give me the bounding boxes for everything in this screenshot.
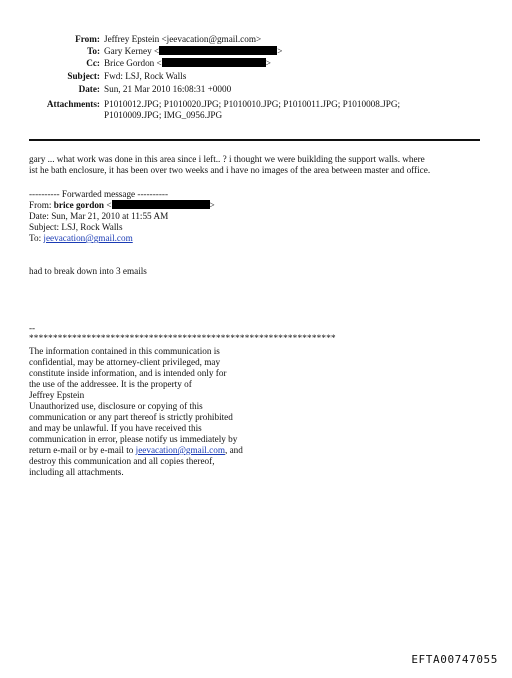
signature-dashes: -- bbox=[29, 323, 36, 333]
attachments-line-2[interactable]: P1010009.JPG; IMG_0956.JPG bbox=[104, 110, 223, 120]
disclaimer-return-line bbox=[29, 445, 243, 456]
disclaimer-line: communication or any part thereof is strictly prohibited bbox=[29, 412, 233, 422]
disclaimer-line: including all attachments. bbox=[29, 467, 124, 477]
forwarded-from-line bbox=[29, 200, 215, 211]
forwarded-subject: Subject: LSJ, Rock Walls bbox=[29, 222, 123, 232]
forwarded-divider: ---------- Forwarded message ---------- bbox=[29, 189, 169, 199]
forwarded-from-prefix: From: bbox=[29, 200, 54, 210]
to-close-bracket: > bbox=[277, 46, 283, 56]
disclaimer-line: The information contained in this communication is bbox=[29, 346, 220, 356]
disclaimer-return-prefix: return e-mail or by e-mail to bbox=[29, 445, 136, 455]
disclaimer-line: communication in error, please notify us immediately by bbox=[29, 434, 238, 444]
from-label: From: bbox=[75, 34, 100, 44]
forwarded-to-line bbox=[29, 233, 133, 244]
cc-close-bracket: > bbox=[265, 58, 271, 68]
forwarded-date: Date: Sun, Mar 21, 2010 at 11:55 AM bbox=[29, 211, 169, 221]
attachments-label: Attachments: bbox=[46, 99, 100, 109]
forwarded-to-email-link[interactable]: jeevacation@gmail.com bbox=[43, 233, 133, 243]
cc-value bbox=[104, 58, 271, 69]
disclaimer-line: the use of the addressee. It is the property of bbox=[29, 379, 192, 389]
forwarded-to-prefix: To: bbox=[29, 233, 44, 243]
to-name: Gary Kerney < bbox=[104, 46, 160, 56]
date-value: Sun, 21 Mar 2010 16:08:31 +0000 bbox=[104, 84, 232, 94]
subject-label: Subject: bbox=[67, 71, 100, 81]
cc-label: Cc: bbox=[86, 58, 100, 68]
redaction-box bbox=[112, 200, 210, 209]
header-divider bbox=[29, 139, 480, 141]
redaction-box bbox=[162, 58, 266, 67]
body-line-1: gary ... what work was done in this area since i left.. ? i thought we were buiklding the support walls. where bbox=[29, 154, 425, 164]
disclaimer-line: constitute inside information, and is intended only for bbox=[29, 368, 227, 378]
date-label: Date: bbox=[78, 84, 100, 94]
body-line-2: ist he bath enclosure, it has been over two weeks and i have no images of the area between master and office. bbox=[29, 165, 431, 175]
disclaimer-email-link[interactable]: jeevacation@gmail.com bbox=[135, 445, 225, 455]
signature-stars: **************************************************************** bbox=[29, 333, 336, 343]
attachments-line-1[interactable]: P1010012.JPG; P1010020.JPG; P1010010.JPG; P1010011.JPG; P1010008.JPG; bbox=[104, 99, 401, 109]
document-id: EFTA00747055 bbox=[411, 653, 498, 666]
forwarded-from-name: brice gordon bbox=[53, 200, 105, 210]
forwarded-message: had to break down into 3 emails bbox=[29, 266, 147, 276]
forwarded-from-lt: < bbox=[104, 200, 112, 210]
disclaimer-return-suffix: , and bbox=[224, 445, 243, 455]
subject-value: Fwd: LSJ, Rock Walls bbox=[104, 71, 187, 81]
disclaimer-line: Unauthorized use, disclosure or copying of this bbox=[29, 401, 203, 411]
to-label: To: bbox=[87, 46, 100, 56]
from-value: Jeffrey Epstein <jeevacation@gmail.com> bbox=[104, 34, 262, 44]
to-value bbox=[104, 46, 282, 57]
cc-name: Brice Gordon < bbox=[104, 58, 162, 68]
disclaimer-line: and may be unlawful. If you have received this bbox=[29, 423, 202, 433]
redaction-box bbox=[159, 46, 277, 55]
disclaimer-line: confidential, may be attorney-client privileged, may bbox=[29, 357, 221, 367]
forwarded-from-gt: > bbox=[209, 200, 215, 210]
disclaimer-line: destroy this communication and all copies thereof, bbox=[29, 456, 215, 466]
disclaimer-line: Jeffrey Epstein bbox=[29, 390, 85, 400]
